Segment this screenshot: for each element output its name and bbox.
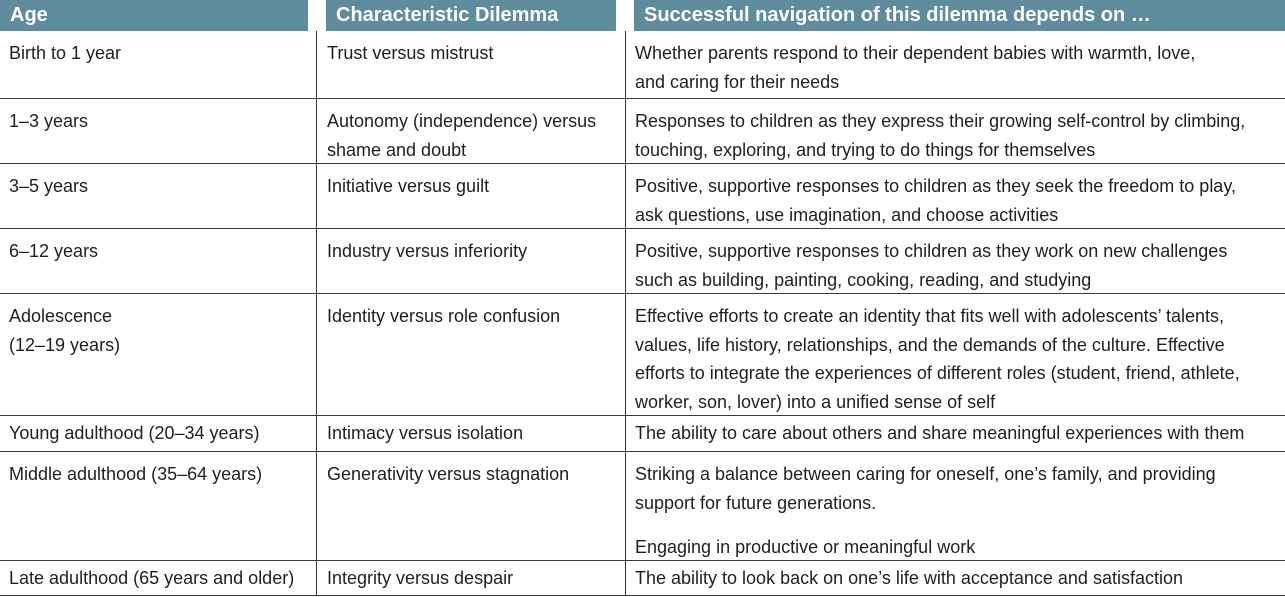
navigation-cell xyxy=(626,31,1285,98)
header-age: Age xyxy=(0,0,308,31)
dilemma-cell xyxy=(317,452,626,560)
age-text: Late adulthood (65 years and older) xyxy=(9,568,295,588)
navigation-cell xyxy=(626,294,1285,415)
navigation-text: touching, exploring, and trying to do things for themselves xyxy=(635,139,1096,160)
navigation-text: Engaging in productive or meaningful work xyxy=(635,537,976,557)
age-text: Birth to 1 year xyxy=(9,43,122,63)
age-text: Young adulthood (20–34 years) xyxy=(9,423,260,443)
navigation-text: The ability to care about others and share meaningful experiences with them xyxy=(635,423,1245,443)
age-text: Adolescence xyxy=(9,306,113,326)
navigation-cell xyxy=(626,416,1285,451)
table-row xyxy=(0,416,1285,452)
dilemma-cell xyxy=(317,99,626,163)
table-row xyxy=(0,452,1285,561)
navigation-text: and caring for their needs xyxy=(635,71,840,92)
dilemma-text: shame and doubt xyxy=(327,139,467,160)
navigation-text: Whether parents respond to their dependent babies with warmth, love, xyxy=(635,43,1196,63)
navigation-text: Responses to children as they express their growing self-control by climbing, xyxy=(635,111,1246,131)
dilemma-cell xyxy=(317,416,626,451)
dilemma-text: Identity versus role confusion xyxy=(327,306,561,326)
navigation-text: Striking a balance between caring for oneself, one’s family, and providing xyxy=(635,464,1216,484)
navigation-text: such as building, painting, cooking, reading, and studying xyxy=(635,269,1092,290)
navigation-text: The ability to look back on one’s life with acceptance and satisfaction xyxy=(635,568,1183,588)
navigation-cell xyxy=(626,452,1285,560)
navigation-text: worker, son, lover) into a unified sense of self xyxy=(635,391,996,412)
age-text: 3–5 years xyxy=(9,176,89,196)
age-text: (12–19 years) xyxy=(9,334,121,355)
header-dilemma: Characteristic Dilemma xyxy=(326,0,616,31)
dilemma-cell xyxy=(317,164,626,228)
table-row xyxy=(0,294,1285,416)
navigation-text: efforts to integrate the experiences of different roles (student, friend, athlete, xyxy=(635,363,1240,383)
table-row xyxy=(0,229,1285,294)
age-cell xyxy=(0,31,317,98)
navigation-cell xyxy=(626,561,1285,595)
navigation-cell xyxy=(626,99,1285,163)
dilemma-text: Initiative versus guilt xyxy=(327,176,490,196)
age-cell xyxy=(0,416,317,451)
dilemma-cell xyxy=(317,31,626,98)
age-text: Middle adulthood (35–64 years) xyxy=(9,464,263,484)
dilemma-cell xyxy=(317,561,626,595)
dilemma-text: Integrity versus despair xyxy=(327,568,514,588)
table-row xyxy=(0,561,1285,596)
age-cell xyxy=(0,452,317,560)
navigation-text: Positive, supportive responses to children as they work on new challenges xyxy=(635,241,1228,261)
navigation-cell xyxy=(626,229,1285,293)
age-text: 6–12 years xyxy=(9,241,99,261)
navigation-text: support for future generations. xyxy=(635,492,877,513)
navigation-text: Positive, supportive responses to children as they seek the freedom to play, xyxy=(635,176,1236,196)
dilemma-text: Generativity versus stagnation xyxy=(327,464,570,484)
table-row xyxy=(0,31,1285,99)
dilemma-text: Industry versus inferiority xyxy=(327,241,528,261)
table-row xyxy=(0,99,1285,164)
table-row xyxy=(0,164,1285,229)
age-cell xyxy=(0,99,317,163)
dilemma-cell xyxy=(317,294,626,415)
navigation-cell xyxy=(626,164,1285,228)
navigation-text: Effective efforts to create an identity that fits well with adolescents’ talents, xyxy=(635,306,1224,326)
header-navigation: Successful navigation of this dilemma depends on … xyxy=(634,0,1285,31)
age-cell xyxy=(0,294,317,415)
navigation-text: ask questions, use imagination, and choose activities xyxy=(635,204,1059,225)
age-cell xyxy=(0,561,317,595)
dilemma-text: Intimacy versus isolation xyxy=(327,423,524,443)
dilemma-text: Autonomy (independence) versus xyxy=(327,111,597,131)
age-cell xyxy=(0,164,317,228)
age-cell xyxy=(0,229,317,293)
dilemma-text: Trust versus mistrust xyxy=(327,43,494,63)
navigation-text: values, life history, relationships, and the demands of the culture. Effective xyxy=(635,334,1225,355)
dilemma-cell xyxy=(317,229,626,293)
paragraph-gap xyxy=(635,517,1285,533)
age-text: 1–3 years xyxy=(9,111,89,131)
